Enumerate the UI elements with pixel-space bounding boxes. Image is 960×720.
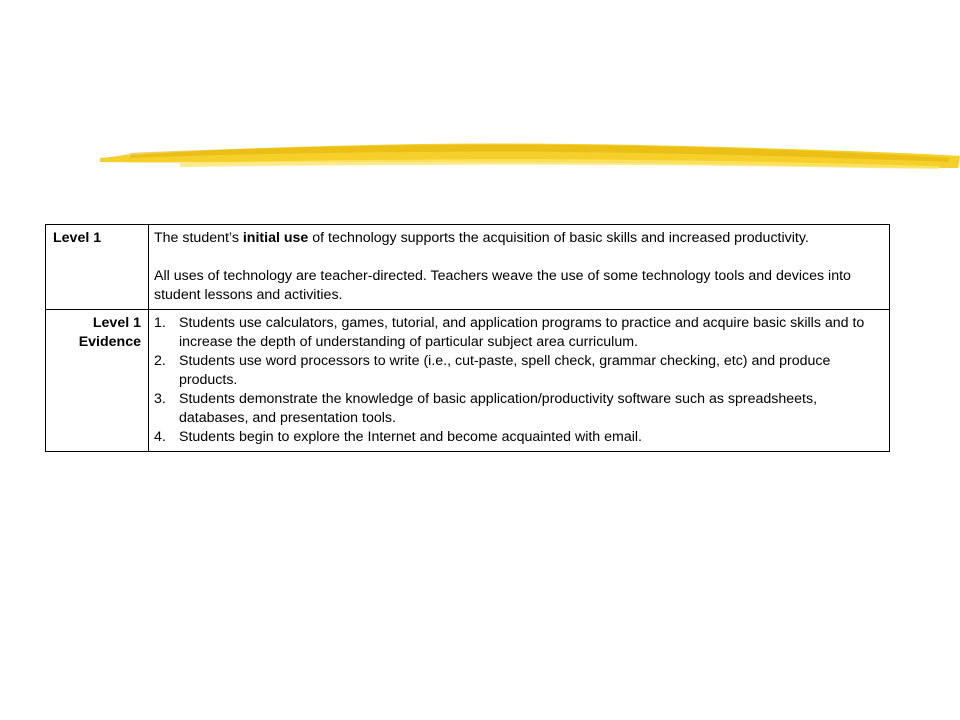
evidence-row: [46, 310, 890, 452]
level-description: [149, 225, 890, 310]
list-item: [154, 314, 879, 352]
list-item-text: Students use calculators, games, tutorial, and application programs to practice and acquire basic skills and to increase the depth of understanding of particular subject area curriculum.: [179, 315, 865, 350]
description-text-after: of technology supports the acquisition of basic skills and increased productivity.: [308, 230, 809, 246]
description-paragraph-1: [154, 229, 879, 248]
list-item-number: 2.: [154, 353, 166, 369]
list-item-text: Students begin to explore the Internet and become acquainted with email.: [179, 429, 642, 445]
evidence-label: [46, 310, 149, 452]
list-item-number: 1.: [154, 315, 166, 331]
list-item-text: Students use word processors to write (i.e., cut-paste, spell check, grammar checking, etc) and produce products.: [179, 353, 831, 388]
evidence-label-line-2: Evidence: [78, 334, 141, 350]
list-item-text: Students demonstrate the knowledge of basic application/productivity software such as spreadsheets, databases, and presentation tools.: [179, 391, 818, 426]
list-item: [154, 390, 879, 428]
evidence-list: [154, 314, 879, 447]
description-emphasis: initial use: [242, 230, 309, 246]
level-row: [46, 225, 890, 310]
list-item: [154, 428, 879, 447]
technology-level-table: [45, 224, 890, 452]
list-item-number: 3.: [154, 391, 166, 407]
evidence-label-line-1: Level 1: [92, 315, 141, 331]
list-item: [154, 352, 879, 390]
level-label: Level 1: [46, 225, 149, 310]
yellow-brush-stroke-decoration: [0, 0, 960, 200]
description-paragraph-2: All uses of technology are teacher-directed. Teachers weave the use of some technology tools and devices into student lessons and activities.: [154, 268, 851, 303]
evidence-list-cell: [149, 310, 890, 452]
list-item-number: 4.: [154, 429, 166, 445]
description-text-before: The student’s: [154, 230, 243, 246]
